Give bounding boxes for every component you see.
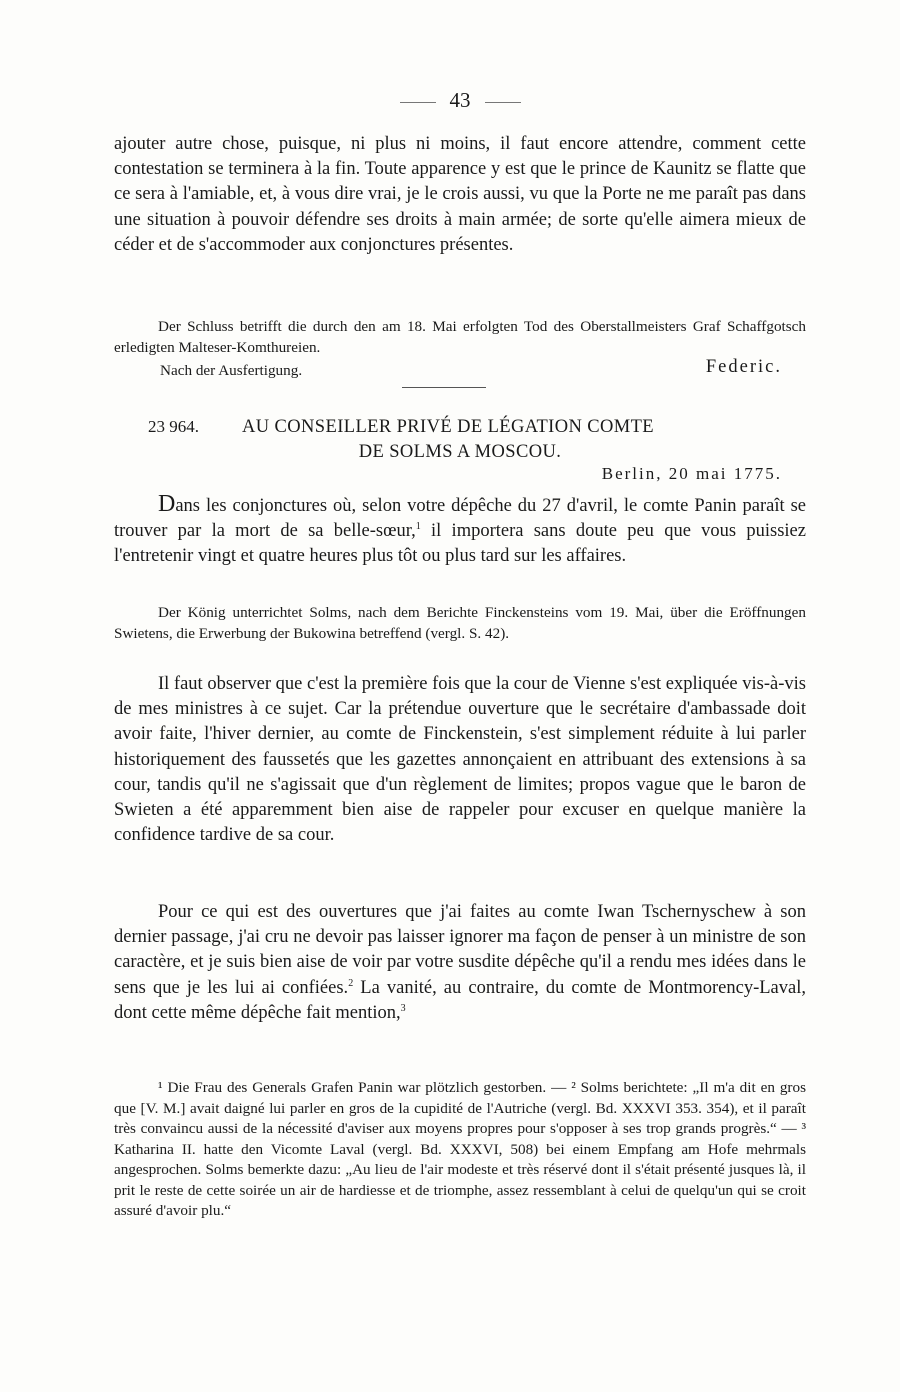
page-number-dash-right [485, 102, 521, 103]
footnotes: ¹ Die Frau des Generals Grafen Panin war plötzlich gestorben. — ² Solms berichtete: „Il m'a dit en gros que [V. M.] avait daigné lui parler en gros de la cupidité de l'Autriche (vergl. Bd. XXXVI 353. 354), et il paraît très convaincu aussi de la nécessité d'aviser aux moyens propres pour s'opposer à ses trop grands progrès.“ — ³ Katharina II. hatte den Vicomte Laval (vergl. Bd. XXXVI, 508) bei einem Empfang am Hofe mehrmals angesprochen. Solms bemerkte dazu: „Au lieu de l'air modeste et très réservé dont il s'était présenté jusques là, il prit le reste de cette soirée un air de hardiesse et de triomphe, assez ressemblant à celui de quelqu'un qui se croit assuré d'avoir plu.“ [114, 1079, 806, 1219]
paragraph-vienne: Il faut observer que c'est la première fois que la cour de Vienne s'est expliquée vis-à-vis de mes ministres à ce sujet. Car la prétendue ouverture que le secrétaire d'ambassade doit avoir faite, l'hiver dernier, au comte de Finckenstein, s'est simplement réduite à lui parler historiquement des faussetés que les gazettes annonçaient en attribuant des extensions à sa cour, tandis qu'il ne s'agissait que d'un règlement de limites; propos vague que le baron de Swieten a été apparemment bien aise de rappeler pour excuser en quelque manière la confidence tardive de sa cour. [114, 674, 806, 846]
paragraph-continuation: ajouter autre chose, puisque, ni plus ni moins, il faut encore attendre, comment cette contestation se terminera à la fin. Toute apparence y est que le prince de Kaunitz se flatte que ce sera à l'amiable, et, à vous dire vrai, je le crois aussi, vu que la Porte ne me paraît pas dans une situation à pouvoir défendre ses droits à main armée; de sorte qu'elle aimera mieux de céder et de s'accommoder aux conjonctures présentes. [114, 134, 806, 255]
letter-title-line-2: DE SOLMS A MOSCOU. [358, 442, 562, 462]
paragraph-ouvertures: Pour ce qui est des ouvertures que j'ai faites au comte Iwan Tschernyschew à son dernier passage, j'ai cru ne devoir pas laisser ignorer ma façon de penser à un ministre de son caractère, et je suis bien aise de voir par votre susdite dépêche qu'il a rendu mes idées dans le sens que je les lui ai confiées.$^2$ La vanité, au contraire, du comte de Montmorency-Laval, dont cette même dépêche fait mention,$^3$ [114, 902, 806, 1023]
section-divider [402, 387, 486, 388]
footnote-ref-1: 1 [415, 521, 421, 533]
page-number: 43 [114, 86, 806, 114]
letter-title-line-1: AU CONSEILLER PRIVÉ DE LÉGATION COMTE [242, 417, 655, 437]
signature: Federic. [705, 357, 782, 377]
editorial-note-1: Der Schluss betrifft die durch den am 18. Mai erfolgten Tod des Oberstallmeisters Graf Schaffgotsch erledigten Malteser-Komthureien. [114, 318, 806, 356]
paragraph-letter-opening: Dans les conjonctures où, selon votre dépêche du 27 d'avril, le comte Panin paraît se trouver par la mort de sa belle-sœur,$^1$ il importera sans doute peu que vous puissiez l'entretenir vingt et quatre heures plus tôt ou plus tard sur les affaires. [114, 491, 806, 567]
source-note: Nach der Ausfertigung. [160, 362, 303, 379]
letter-heading [114, 415, 806, 465]
letter-number: 23 964. [148, 417, 199, 436]
initial-letter: D [158, 491, 176, 517]
footnote-ref-3: 3 [400, 1002, 406, 1014]
source-line [114, 359, 806, 383]
dateline: Berlin, 20 mai 1775. [601, 464, 782, 483]
editorial-note-2: Der König unterrichtet Solms, nach dem Berichte Finckensteins vom 19. Mai, über die Eröffnungen Swietens, die Erwerbung der Bukowina betreffend (vergl. S. 42). [114, 604, 806, 642]
page-number-dash-left [400, 102, 436, 103]
footnote-ref-2: 2 [348, 977, 354, 989]
